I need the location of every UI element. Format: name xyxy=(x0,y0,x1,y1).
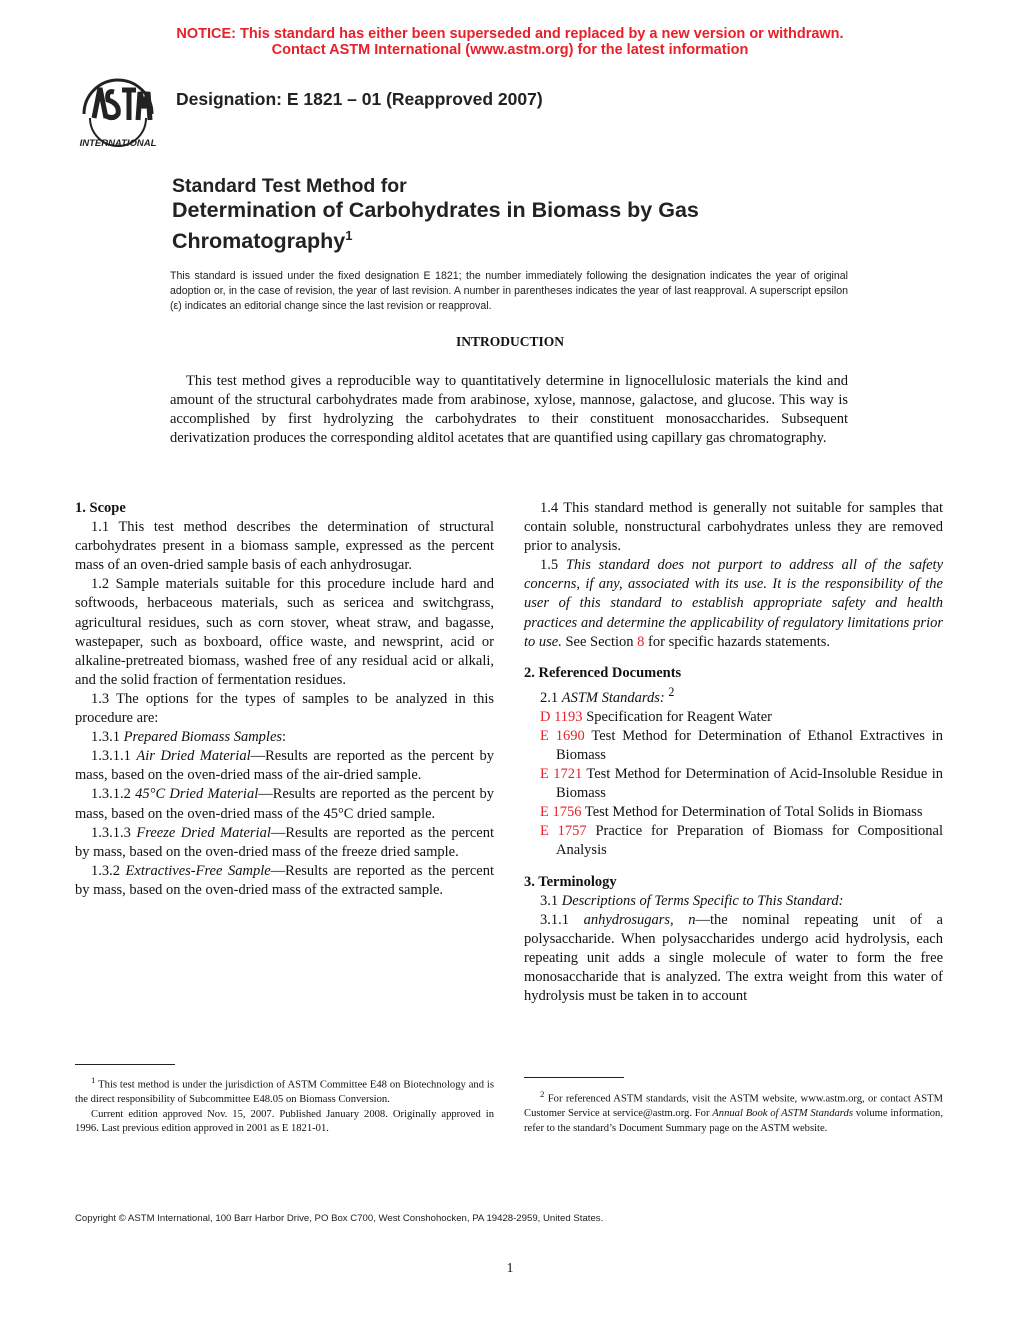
footnote-2 xyxy=(524,1087,943,1136)
para-number: 3.1 xyxy=(540,892,559,909)
footnote-mark: 2 xyxy=(540,1089,545,1099)
safety-statement: This standard does not purport to address all of the safety concerns, if any, associated with its use. It is the responsibility of the user of this standard to establish appropriate safety and health practices and determine the applicability of regulatory limitations prior to use. xyxy=(524,557,944,650)
para-title: 45°C Dried Material xyxy=(135,786,259,803)
reference-title: Test Method for Determination of Total Solids in Biomass xyxy=(584,804,923,821)
para-1-4: 1.4 This standard method is generally not suitable for samples that contain soluble, nonstructural carbohydrates unless they are removed prior to analysis. xyxy=(524,500,943,555)
para-1-3-1 xyxy=(75,728,494,747)
footnote-text: For referenced ASTM standards, visit the ASTM website, www.astm.org, or contact ASTM Customer Service at service@astm.org. For xyxy=(524,1093,943,1120)
para-1-5 xyxy=(524,556,943,651)
para-title: Air Dried Material xyxy=(136,748,251,765)
para-number: 3.1.1 xyxy=(540,911,569,928)
para-number: 1.3.1.2 xyxy=(91,786,131,803)
para-1-2: 1.2 Sample materials suitable for this procedure include hard and softwoods, herbaceous materials, such as sericea and switchgrass, agricultural residues, such as corn stover, wheat straw, and bagasse, wastepaper, such as boxboard, office waste, and newsprint, acid or alkaline-pretreated biomass, washed free of any residual acid or alkali, and the solid fraction of fermentation residues. xyxy=(75,576,494,688)
footnotes-left xyxy=(75,1073,494,1137)
page-number: 1 xyxy=(506,1260,514,1275)
referenced-documents-heading: 2. Referenced Documents xyxy=(524,664,682,681)
footnote-italic: Annual Book of ASTM Standards xyxy=(712,1108,853,1120)
para-text: —Results are reported as the percent by mass, based on the oven-dried mass of the extracted sample. xyxy=(75,862,494,898)
para-number: 2.1 xyxy=(540,689,559,706)
para-text: for specific hazards statements. xyxy=(648,633,831,650)
right-column xyxy=(524,499,943,1006)
para-number: 1.3.1.1 xyxy=(91,748,131,765)
supersession-notice xyxy=(0,26,1020,58)
reference-title: Specification for Reagent Water xyxy=(586,708,772,725)
issuance-note: This standard is issued under the fixed designation E 1821; the number immediately following the designation indicates the year of original adoption or, in the case of revision, the year of last revision. A number in parentheses indicates the year of last reapproval. A superscript epsilon (ε) indicates an editorial change since the last revision or reapproval. xyxy=(170,270,848,312)
para-title: ASTM Standards: xyxy=(561,689,665,706)
reference-link[interactable]: D 1193 xyxy=(540,708,583,725)
title-footnote-mark[interactable]: 1 xyxy=(345,228,353,243)
reference-title: Test Method for Determination of Ethanol Extractives in Biomass xyxy=(556,727,943,763)
footnote-text: volume information, refer to the standard’s Document Summary page on the ASTM website. xyxy=(524,1108,944,1134)
para-text: —Results are reported as the percent by mass, based on the oven-dried mass of the 45°C dried sample. xyxy=(75,786,495,822)
para-number: 1.3.1.3 xyxy=(91,824,131,841)
reference-title: Practice for Preparation of Biomass for Compositional Analysis xyxy=(556,823,943,859)
copyright: Copyright © ASTM International, 100 Barr Harbor Drive, PO Box C700, West Conshohocken, PA 19428-2959, United States. xyxy=(75,1213,604,1224)
footnote-text: This test method is under the jurisdiction of ASTM Committee E48 on Biotechnology and is the direct responsibility of Subcommittee E48.05 on Biomass Conversion. xyxy=(75,1079,494,1106)
reference-item xyxy=(524,822,943,860)
para-title: Prepared Biomass Samples xyxy=(123,729,283,746)
title-line-3: Chromatography xyxy=(172,229,346,254)
designation: Designation: E 1821 – 01 (Reapproved 2007) xyxy=(176,89,543,109)
para-title: Descriptions of Terms Specific to This Standard: xyxy=(561,892,844,909)
para-number: 1.5 xyxy=(540,557,559,574)
footnotes-right xyxy=(524,1087,943,1136)
term-definition: —the nominal repeating unit of a polysaccharide. When polysaccharides undergo acid hydrolysis, each repeating unit adds a single molecule of water to form the free monosaccharide that is analyzed. The extra weight from this water of hydrolysis must be taken in to account xyxy=(524,911,943,1005)
para-suffix: : xyxy=(282,729,287,746)
reference-link[interactable]: E 1690 xyxy=(540,727,585,744)
introduction-text: This test method gives a reproducible way to quantitatively determine in lignocellulosic materials the kind and amount of the structural carbohydrates made from arabinose, xylose, mannose, galactose, and glucose. This way is accomplished by first hydrolyzing the carbohydrates to their constituent monosaccharides. Subsequent derivatization produces the corresponding alditol acetates that are quantified using capillary gas chromatography. xyxy=(170,373,848,446)
reference-link[interactable]: E 1757 xyxy=(540,823,587,840)
footnote-mark[interactable]: 2 xyxy=(668,684,675,699)
section-8-link[interactable]: 8 xyxy=(637,633,645,650)
footnote-1 xyxy=(75,1073,494,1108)
footnote-divider xyxy=(524,1077,624,1078)
reference-link[interactable]: E 1756 xyxy=(540,804,582,821)
para-3-1 xyxy=(524,892,943,911)
para-2-1 xyxy=(524,683,943,708)
para-1-1: 1.1 This test method describes the determination of structural carbohydrates present in a biomass sample, expressed as the percent mass of an oven-dried sample basis of each anhydrosugar. xyxy=(75,519,494,574)
para-text: —Results are reported as the percent by mass, based on the oven-dried mass of the freeze dried sample. xyxy=(75,824,495,860)
left-column xyxy=(75,499,494,900)
reference-item xyxy=(524,765,943,803)
footnote-mark: 1 xyxy=(91,1075,96,1085)
reference-link[interactable]: E 1721 xyxy=(540,766,583,783)
para-1-3-1-2 xyxy=(75,785,494,823)
para-1-3-1-1 xyxy=(75,747,494,785)
para-title: Extractives-Free Sample xyxy=(125,862,271,879)
para-1-3-2 xyxy=(75,862,494,900)
logo-caption: INTERNATIONAL xyxy=(79,138,157,149)
astm-logo-icon xyxy=(76,74,160,150)
para-text: —Results are reported as the percent by mass, based on the oven-dried mass of the air-dried sample. xyxy=(75,748,495,784)
footnote-divider xyxy=(75,1064,175,1065)
para-number: 1.3.1 xyxy=(91,729,120,746)
introduction-heading: INTRODUCTION xyxy=(455,334,564,349)
term: anhydrosugars, n xyxy=(583,911,696,928)
terminology-heading: 3. Terminology xyxy=(524,873,617,890)
document-title xyxy=(172,175,699,254)
reference-item xyxy=(524,708,943,727)
para-title: Freeze Dried Material xyxy=(136,824,271,841)
para-text: See Section xyxy=(565,633,634,650)
para-3-1-1 xyxy=(524,911,943,1006)
para-1-3: 1.3 The options for the types of samples to be analyzed in this procedure are: xyxy=(75,690,494,727)
reference-item xyxy=(524,727,943,765)
reference-item xyxy=(524,803,943,822)
para-1-3-1-3 xyxy=(75,824,494,862)
para-number: 1.3.2 xyxy=(91,862,120,879)
notice-line-2: Contact ASTM International (www.astm.org) for the latest information xyxy=(271,42,749,58)
notice-line-1: NOTICE: This standard has either been superseded and replaced by a new version or withdrawn. xyxy=(176,26,844,42)
title-line-1: Standard Test Method for xyxy=(172,175,407,197)
scope-heading: 1. Scope xyxy=(75,500,126,516)
footnote-1-edition: Current edition approved Nov. 15, 2007. Published January 2008. Originally approved in 1996. Last previous edition approved in 2001 as E 1821-01. xyxy=(75,1108,494,1135)
title-line-2: Determination of Carbohydrates in Biomass by Gas xyxy=(172,198,699,222)
reference-title: Test Method for Determination of Acid-Insoluble Residue in Biomass xyxy=(556,766,944,802)
